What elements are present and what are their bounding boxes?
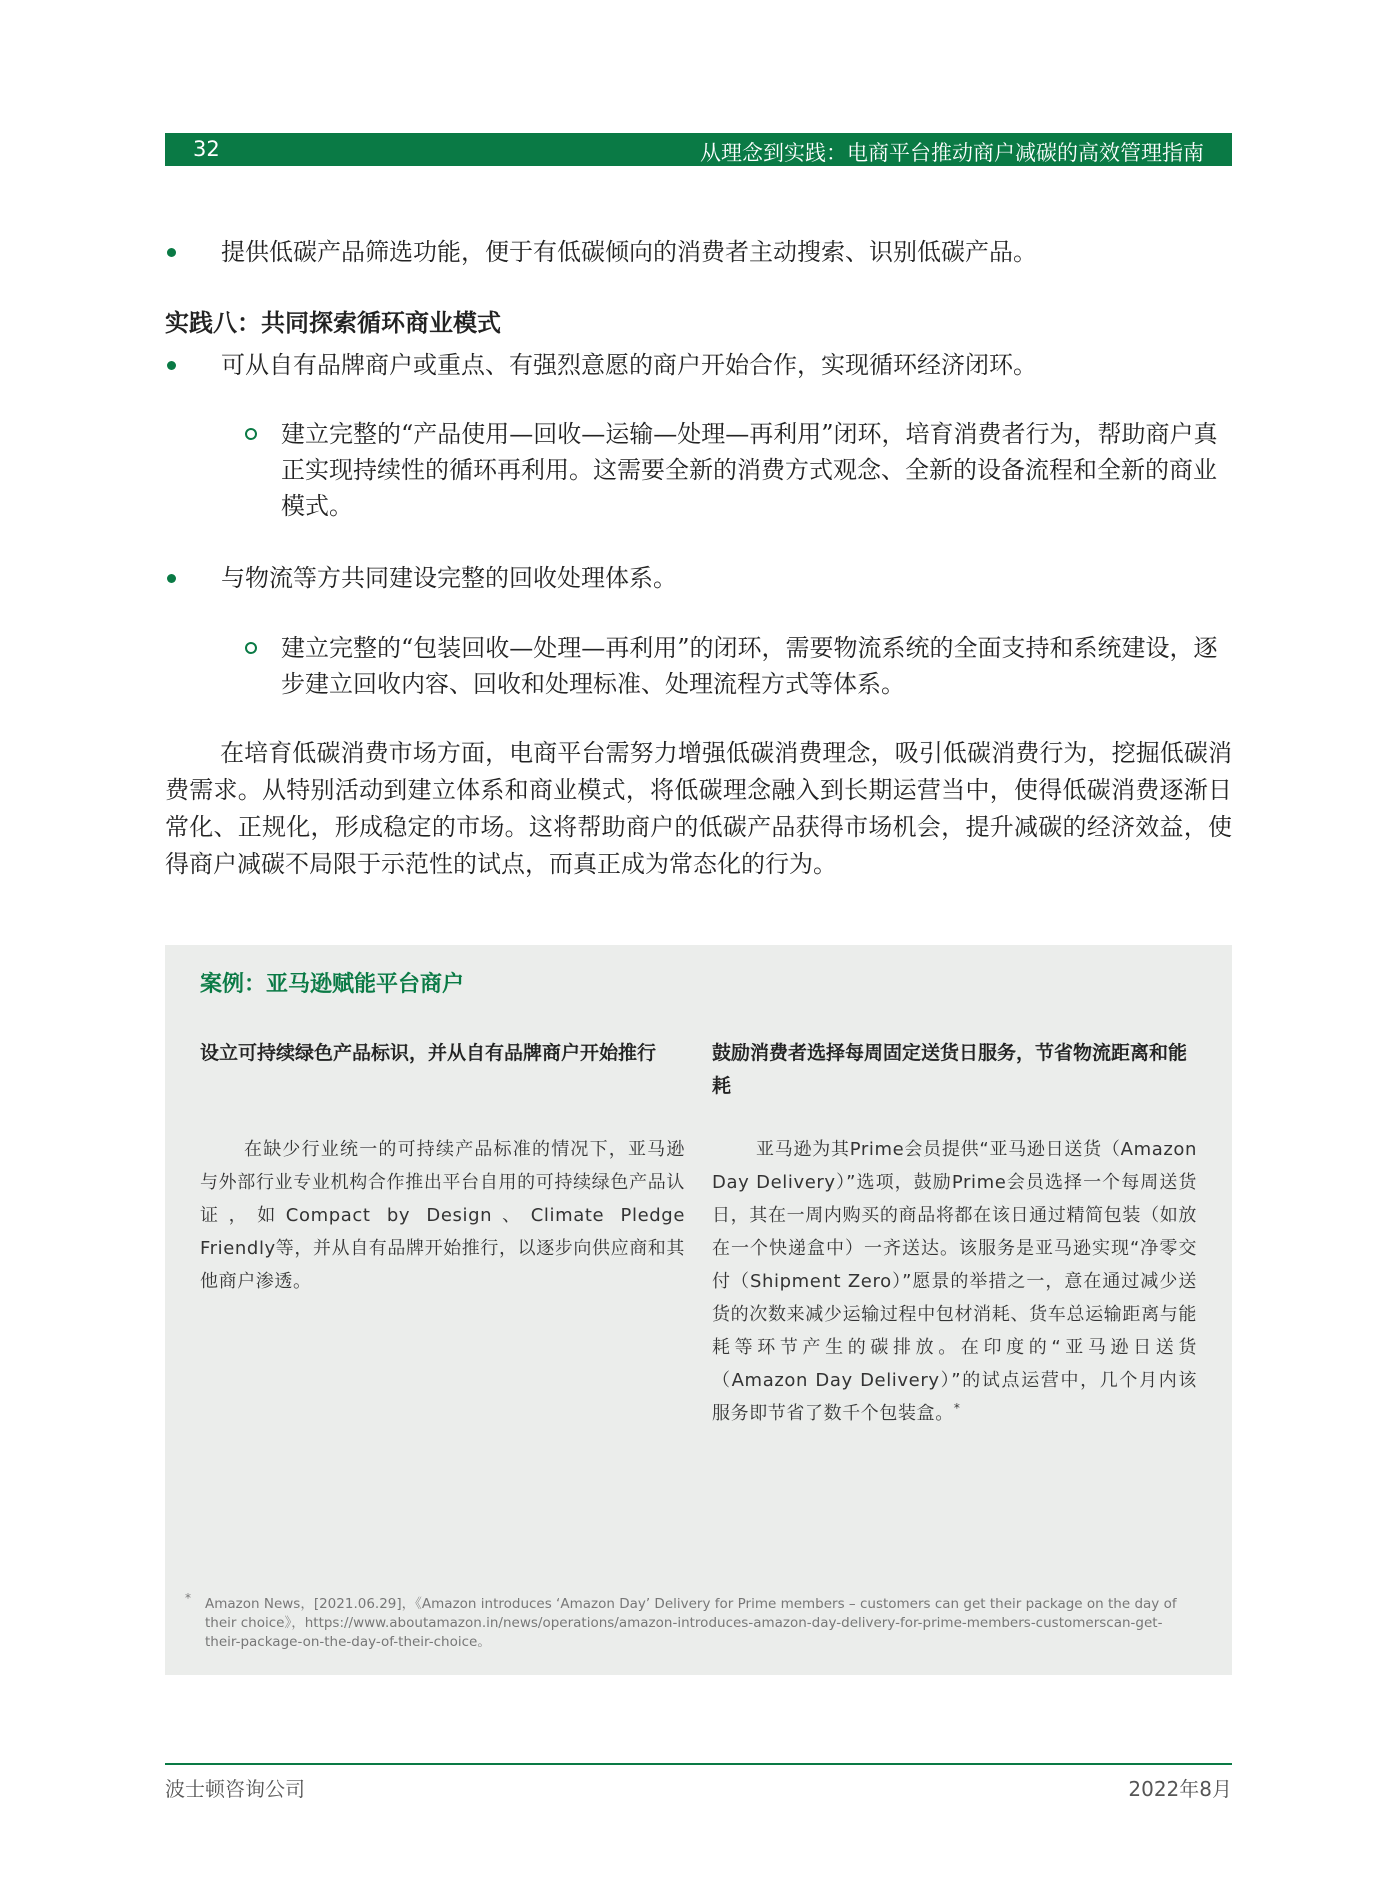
bullet-icon [167,574,176,583]
bullet-text: 与物流等方共同建设完整的回收处理体系。 [221,564,677,592]
page-header-bar [165,133,1232,166]
case-right-heading: 鼓励消费者选择每周固定送货日服务，节省物流距离和能耗 [712,1042,1188,1097]
bullet-icon [167,248,176,257]
circle-bullet-icon [245,642,257,654]
bullet-text: 提供低碳产品筛选功能，便于有低碳倾向的消费者主动搜索、识别低碳产品。 [221,238,1037,266]
case-right-body [712,1133,1197,1430]
sub-bullet-text: 建立完整的“产品使用—回收—运输—处理—再利用”闭环，培育消费者行为，帮助商户真正实现持续性的循环再利用。这需要全新的消费方式观念、全新的设备流程和全新的商业模式。 [281,420,1218,520]
case-study-title: 案例：亚马逊赋能平台商户 [200,972,465,997]
document-title: 从理念到实践：电商平台推动商户减碳的高效管理指南 [700,141,1204,165]
circle-bullet-icon [245,428,257,440]
case-right-body-text: 亚马逊为其Prime会员提供“亚马逊日送货（Amazon Day Delivery）”选项，鼓励Prime会员选择一个每周送货日，其在一周内购买的商品将都在该日通过精简包装（如放在一个快递盒中）一齐送达。该服务是亚马逊实现“净零交付（Shipment Zero）”愿景的举措之一，意在通过减少送货的次数来减少运输过程中包材消耗、货车总运输距离与能耗等环节产生的碳排放。在印度的“亚马逊日送货（Amazon Day Delivery）”的试点运营中，几个月内该服务即节省了数千个包装盒。 [712,1139,1197,1424]
bullet-text: 可从自有品牌商户或重点、有强烈意愿的商户开始合作，实现循环经济闭环。 [221,351,1037,379]
case-study-box [165,945,1232,1675]
case-left-heading: 设立可持续绿色产品标识，并从自有品牌商户开始推行 [200,1042,657,1064]
case-left-body: 在缺少行业统一的可持续产品标准的情况下，亚马逊与外部行业专业机构合作推出平台自用的可持续绿色产品认证，如Compact by Design、Climate Pledge Friendly等，并从自有品牌开始推行，以逐步向供应商和其他商户渗透。 [200,1139,686,1292]
bullet-icon [167,361,176,370]
sub-bullet-text: 建立完整的“包装回收—处理—再利用”的闭环，需要物流系统的全面支持和系统建设，逐步建立回收内容、回收和处理标准、处理流程方式等体系。 [281,634,1218,698]
footer-divider [165,1763,1232,1765]
page-number: 32 [193,137,220,161]
footnote-reference: * [953,1401,961,1415]
body-paragraph: 在培育低碳消费市场方面，电商平台需努力增强低碳消费理念，吸引低碳消费行为，挖掘低碳消费需求。从特别活动到建立体系和商业模式，将低碳理念融入到长期运营当中，使得低碳消费逐渐日常化、正规化，形成稳定的市场。这将帮助商户的低碳产品获得市场机会，提升减碳的经济效益，使得商户减碳不局限于示范性的试点，而真正成为常态化的行为。 [165,739,1232,878]
footer-date: 2022年8月 [1128,1777,1232,1801]
section-heading: 实践八：共同探索循环商业模式 [165,308,501,337]
footer-company: 波士顿咨询公司 [165,1777,305,1801]
footnote-mark: * [185,1591,191,1605]
footnote-text: Amazon News，[2021.06.29]，《Amazon introduces ‘Amazon Day’ Delivery for Prime members – customers can get their package on the day of their choice》，https://www.aboutamazon.in/news/operations/amazon-introduces-amazon-day-delivery-for-prime-members-customerscan-get-their-package-on-the-day-of-their-choice。 [205,1596,1177,1650]
